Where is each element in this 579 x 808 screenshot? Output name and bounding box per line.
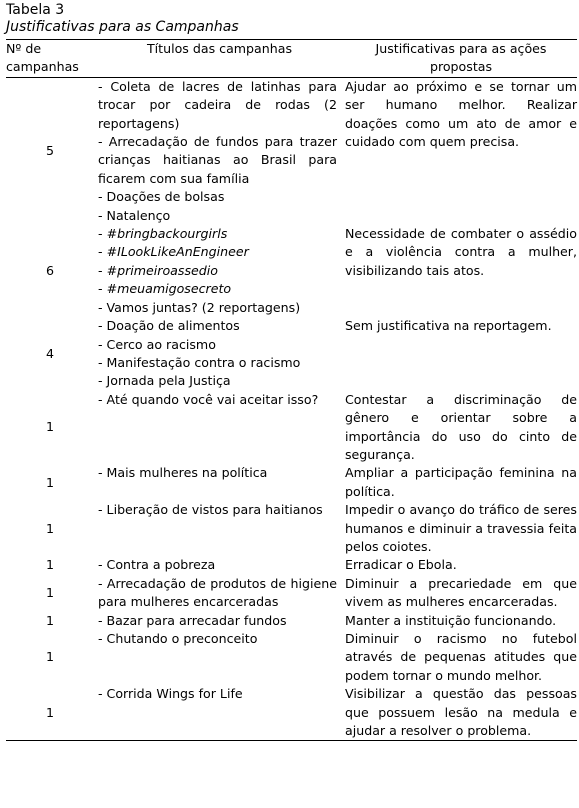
- campaign-title-text: - Natalenço: [98, 207, 171, 223]
- campaign-title-item: [98, 188, 337, 206]
- table-row: [6, 612, 577, 630]
- campaign-title-item: [98, 391, 337, 409]
- campaign-titles-cell: [94, 630, 345, 685]
- justification-cell: Impedir o avanço do tráfico de seres humanos e diminuir a travessia feita pelos coiotes.: [345, 502, 577, 554]
- campaign-title-item: [98, 630, 337, 648]
- campaign-titles-cell: [94, 612, 345, 630]
- campaign-title-text: - Até quando você vai aceitar isso?: [98, 391, 319, 407]
- campaign-titles-cell: [94, 501, 345, 556]
- table-row: [6, 225, 577, 317]
- table-row: [6, 77, 577, 225]
- justification-cell: Diminuir o racismo no futebol através de pequenas atitudes que podem tornar o mundo melhor.: [345, 631, 577, 683]
- campaign-count-cell: 5: [45, 143, 54, 159]
- campaign-titles-cell: [94, 77, 345, 225]
- campaign-title-text: - Corrida Wings for Life: [98, 686, 243, 702]
- campaign-count-cell: 1: [6, 685, 94, 741]
- campaign-title-text: - Cerco ao racismo: [98, 336, 216, 352]
- campaign-title-item: [98, 336, 337, 354]
- campaign-count-cell: 1: [45, 419, 54, 435]
- campaign-title-item: [98, 207, 337, 225]
- campaign-title-text: #bringbackourgirls: [106, 226, 228, 242]
- campaign-title-item: [98, 685, 337, 703]
- table-row: [6, 575, 577, 612]
- table-row: [6, 391, 577, 465]
- campaign-title-text: - Chutando o preconceito: [98, 631, 258, 646]
- table-row: [6, 556, 577, 574]
- campaign-title-item: [98, 243, 337, 261]
- campaign-title-text: #primeiroassedio: [106, 262, 218, 278]
- campaign-title-prefix: -: [98, 281, 107, 297]
- campaign-title-item: [98, 299, 337, 317]
- header-titles: Títulos das campanhas: [94, 40, 345, 78]
- campaign-titles-cell: [94, 556, 345, 574]
- campaign-title-prefix: -: [98, 262, 107, 278]
- campaign-title-item: [98, 225, 337, 243]
- campaign-title-text: - Vamos juntas? (2 reportagens): [98, 299, 301, 315]
- justification-cell: Manter a instituição funcionando.: [345, 612, 557, 628]
- campaign-title-item: [98, 317, 337, 335]
- justification-cell: Necessidade de combater o assédio e a violência contra a mulher, visibilizando tais atos.: [345, 226, 577, 278]
- campaign-title-item: [98, 464, 337, 482]
- table-row: [6, 464, 577, 501]
- campaign-titles-cell: [94, 464, 345, 501]
- justification-cell: Ajudar ao próximo e se tornar um ser humano melhor. Realizar doações como um ato de amor e cuidado com quem precisa.: [345, 78, 577, 150]
- campaign-title-text: #meuamigosecreto: [106, 281, 232, 297]
- campaign-title-item: [98, 133, 337, 188]
- campaign-title-text: - Coleta de lacres de latinhas para trocar por cadeira de rodas (2 reportagens): [98, 78, 337, 131]
- campaign-count-cell: 1: [45, 520, 54, 536]
- justification-cell: Visibilizar a questão das pessoas que possuem lesão na medula e ajudar a resolver o problema.: [345, 685, 577, 741]
- campaigns-table: [6, 39, 577, 741]
- campaign-title-item: [98, 575, 337, 612]
- campaign-title-text: - Mais mulheres na política: [98, 465, 268, 481]
- campaign-count-cell: 1: [45, 649, 54, 665]
- header-count: Nº de campanhas: [6, 40, 94, 78]
- campaign-count-cell: 1: [45, 474, 54, 490]
- campaign-count-cell: 6: [45, 262, 54, 278]
- campaign-title-item: [98, 354, 337, 372]
- campaign-title-item: [98, 280, 337, 298]
- justification-cell: Ampliar a participação feminina na política.: [345, 465, 577, 499]
- table-body: [6, 77, 577, 741]
- campaign-title-text: - Manifestação contra o racismo: [98, 354, 301, 370]
- justification-cell: Contestar a discriminação de gênero e orientar sobre a importância do uso do cinto de segurança.: [345, 391, 577, 462]
- campaign-title-text: - Arrecadação de fundos para trazer crianças haitianas ao Brasil para ficarem com sua família: [98, 134, 337, 186]
- campaign-count-cell: 1: [45, 612, 54, 628]
- table-title: Justificativas para as Campanhas: [6, 19, 239, 35]
- campaign-titles-cell: [94, 685, 345, 741]
- campaign-titles-cell: [94, 575, 345, 612]
- campaign-title-prefix: -: [98, 226, 107, 242]
- campaign-title-item: [98, 372, 337, 390]
- table-number: Tabela 3: [6, 2, 65, 18]
- campaign-title-prefix: -: [98, 244, 107, 260]
- campaign-title-text: - Contra a pobreza: [98, 557, 216, 573]
- campaign-titles-cell: [94, 391, 345, 465]
- campaign-count-cell: 4: [45, 345, 54, 361]
- justification-cell: Diminuir a precariedade em que vivem as mulheres encarceradas.: [345, 575, 577, 610]
- campaign-title-item: [98, 556, 337, 574]
- campaign-title-text: - Arrecadação de produtos de higiene para mulheres encarceradas: [98, 575, 337, 610]
- table-row: [6, 685, 577, 741]
- campaign-title-item: [98, 262, 337, 280]
- campaign-title-item: [98, 78, 337, 133]
- table-row: [6, 501, 577, 556]
- table-row: [6, 630, 577, 685]
- justification-cell: Erradicar o Ebola.: [345, 557, 457, 573]
- justification-cell: Sem justificativa na reportagem.: [345, 318, 552, 334]
- campaign-title-text: - Bazar para arrecadar fundos: [98, 612, 287, 628]
- campaign-title-text: #ILookLikeAnEngineer: [106, 244, 249, 260]
- campaign-title-text: - Liberação de vistos para haitianos: [98, 502, 323, 518]
- table-row: [6, 317, 577, 391]
- table-header-row: [6, 40, 577, 78]
- campaign-titles-cell: [94, 317, 345, 391]
- campaign-title-text: - Doação de alimentos: [98, 318, 240, 334]
- campaign-count-cell: 1: [45, 584, 54, 600]
- campaign-titles-cell: [94, 225, 345, 317]
- header-justifications: Justificativas para as ações propostas: [345, 40, 577, 78]
- campaign-count-cell: 1: [45, 557, 54, 573]
- campaign-title-item: [98, 501, 337, 519]
- campaign-title-text: - Jornada pela Justiça: [98, 373, 231, 389]
- campaign-title-text: - Doações de bolsas: [98, 189, 225, 205]
- campaign-title-item: [98, 612, 337, 630]
